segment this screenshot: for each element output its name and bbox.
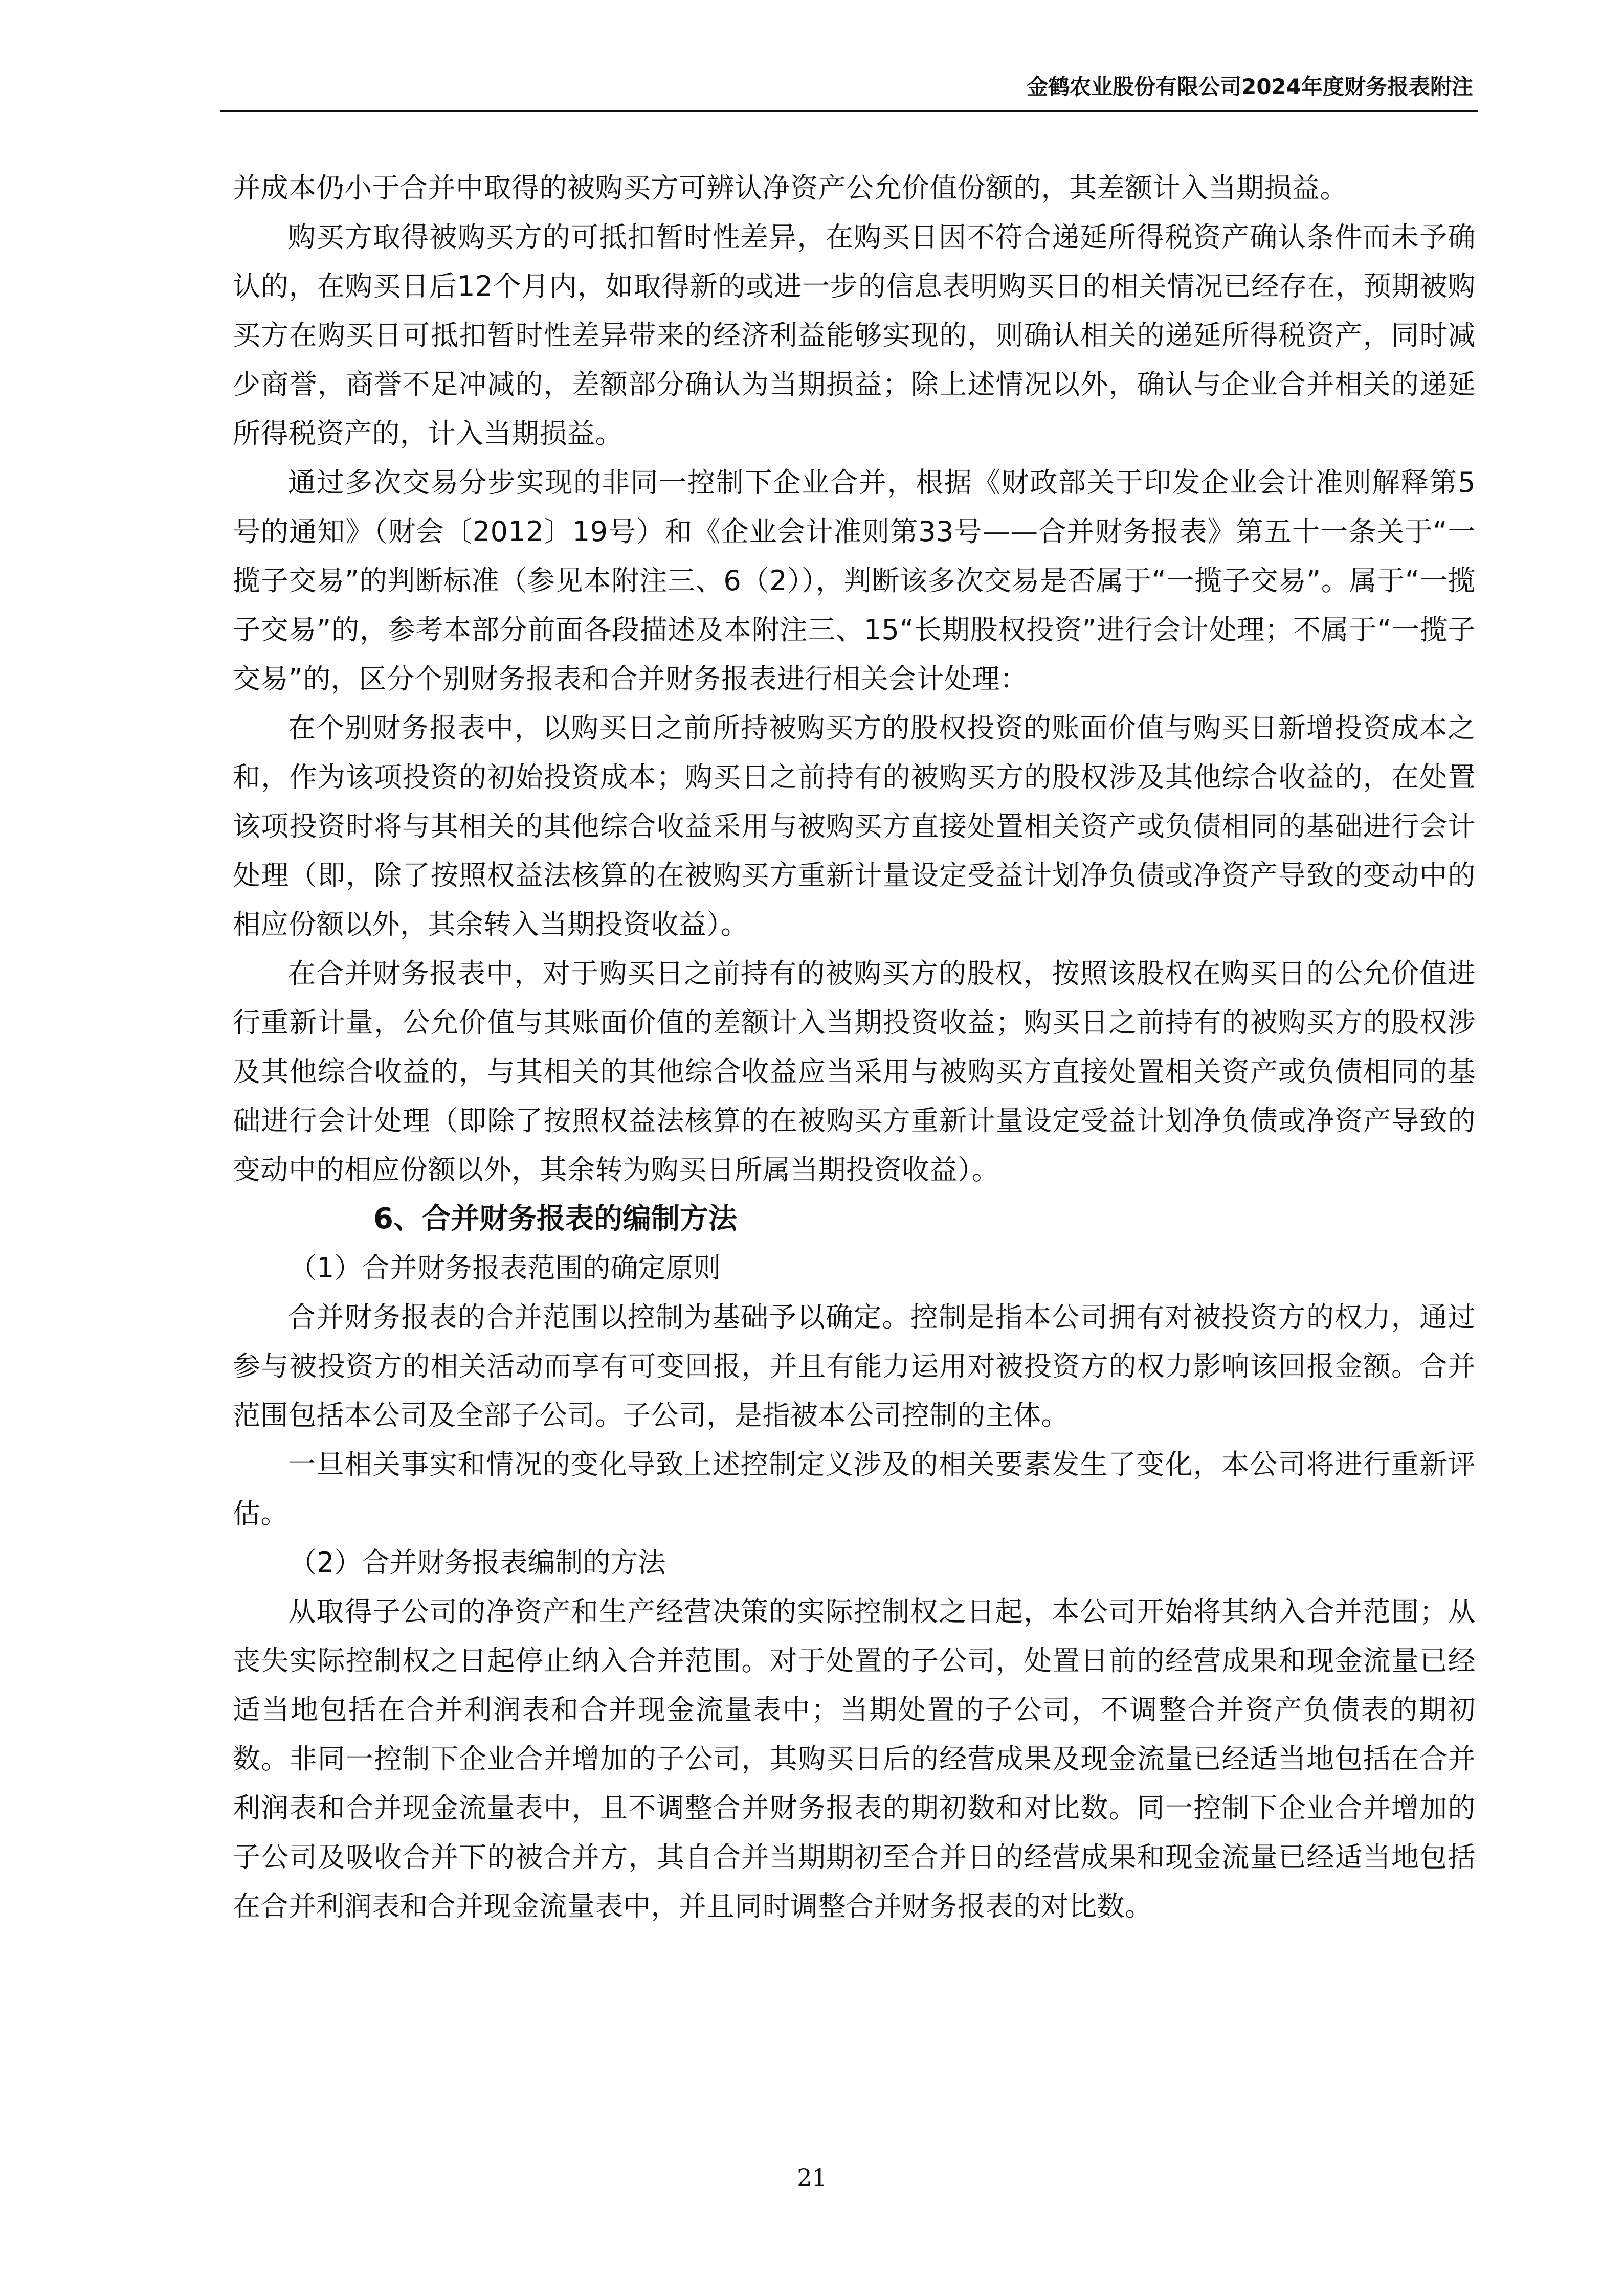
paragraph: 合并财务报表的合并范围以控制为基础予以确定。控制是指本公司拥有对被投资方的权力，通过参与被投资方的相关活动而享有可变回报，并且有能力运用对被投资方的权力影响该回报金额。合并范围包括本公司及全部子公司。子公司，是指被本公司控制的主体。	[233, 1301, 1476, 1431]
page-header	[220, 72, 1478, 112]
header-title: 金鹤农业股份有限公司2024年度财务报表附注	[1027, 74, 1473, 99]
paragraph: 购买方取得被购买方的可抵扣暂时性差异，在购买日因不符合递延所得税资产确认条件而未予确认的，在购买日后12个月内，如取得新的或进一步的信息表明购买日的相关情况已经存在，预期被购买方在购买日可抵扣暂时性差异带来的经济利益能够实现的，则确认相关的递延所得税资产，同时减少商誉，商誉不足冲减的，差额部分确认为当期损益；除上述情况以外，确认与企业合并相关的递延所得税资产的，计入当期损益。	[233, 221, 1476, 449]
paragraph: 在合并财务报表中，对于购买日之前持有的被购买方的股权，按照该股权在购买日的公允价值进行重新计量，公允价值与其账面价值的差额计入当期投资收益；购买日之前持有的被购买方的股权涉及其他综合收益的，与其相关的其他综合收益应当采用与被购买方直接处置相关资产或负债相同的基础进行会计处理（即除了按照权益法核算的在被购买方重新计量设定受益计划净负债或净资产导致的变动中的相应份额以外，其余转为购买日所属当期投资收益）。	[233, 957, 1476, 1186]
paragraph: 在个别财务报表中，以购买日之前所持被购买方的股权投资的账面价值与购买日新增投资成本之和，作为该项投资的初始投资成本；购买日之前持有的被购买方的股权涉及其他综合收益的，在处置该项投资时将与其相关的其他综合收益采用与被购买方直接处置相关资产或负债相同的基础进行会计处理（即，除了按照权益法核算的在被购买方重新计量设定受益计划净负债或净资产导致的变动中的相应份额以外，其余转入当期投资收益）。	[233, 712, 1476, 940]
paragraph: 从取得子公司的净资产和生产经营决策的实际控制权之日起，本公司开始将其纳入合并范围；从丧失实际控制权之日起停止纳入合并范围。对于处置的子公司，处置日前的经营成果和现金流量已经适当地包括在合并利润表和合并现金流量表中；当期处置的子公司，不调整合并资产负债表的期初数。非同一控制下企业合并增加的子公司，其购买日后的经营成果及现金流量已经适当地包括在合并利润表和合并现金流量表中，且不调整合并财务报表的期初数和对比数。同一控制下企业合并增加的子公司及吸收合并下的被合并方，其自合并当期期初至合并日的经营成果和现金流量已经适当地包括在合并利润表和合并现金流量表中，并且同时调整合并财务报表的对比数。	[233, 1595, 1476, 1922]
page-number: 21	[797, 2164, 827, 2191]
section-heading: 6、合并财务报表的编制方法	[373, 1202, 737, 1235]
subsection-heading: （2）合并财务报表编制的方法	[289, 1546, 666, 1579]
paragraph: 通过多次交易分步实现的非同一控制下企业合并，根据《财政部关于印发企业会计准则解释第5号的通知》（财会〔2012〕19号）和《企业会计准则第33号——合并财务报表》第五十一条关于“一揽子交易”的判断标准（参见本附注三、6（2）），判断该多次交易是否属于“一揽子交易”。属于“一揽子交易”的，参考本部分前面各段描述及本附注三、15“长期股权投资”进行会计处理；不属于“一揽子交易”的，区分个别财务报表和合并财务报表进行相关会计处理：	[233, 466, 1476, 695]
document-body	[233, 164, 1476, 1931]
paragraph: 并成本仍小于合并中取得的被购买方可辨认净资产公允价值份额的，其差额计入当期损益。	[233, 172, 1348, 204]
paragraph: 一旦相关事实和情况的变化导致上述控制定义涉及的相关要素发生了变化，本公司将进行重新评估。	[233, 1448, 1476, 1529]
subsection-heading: （1）合并财务报表范围的确定原则	[289, 1252, 721, 1284]
